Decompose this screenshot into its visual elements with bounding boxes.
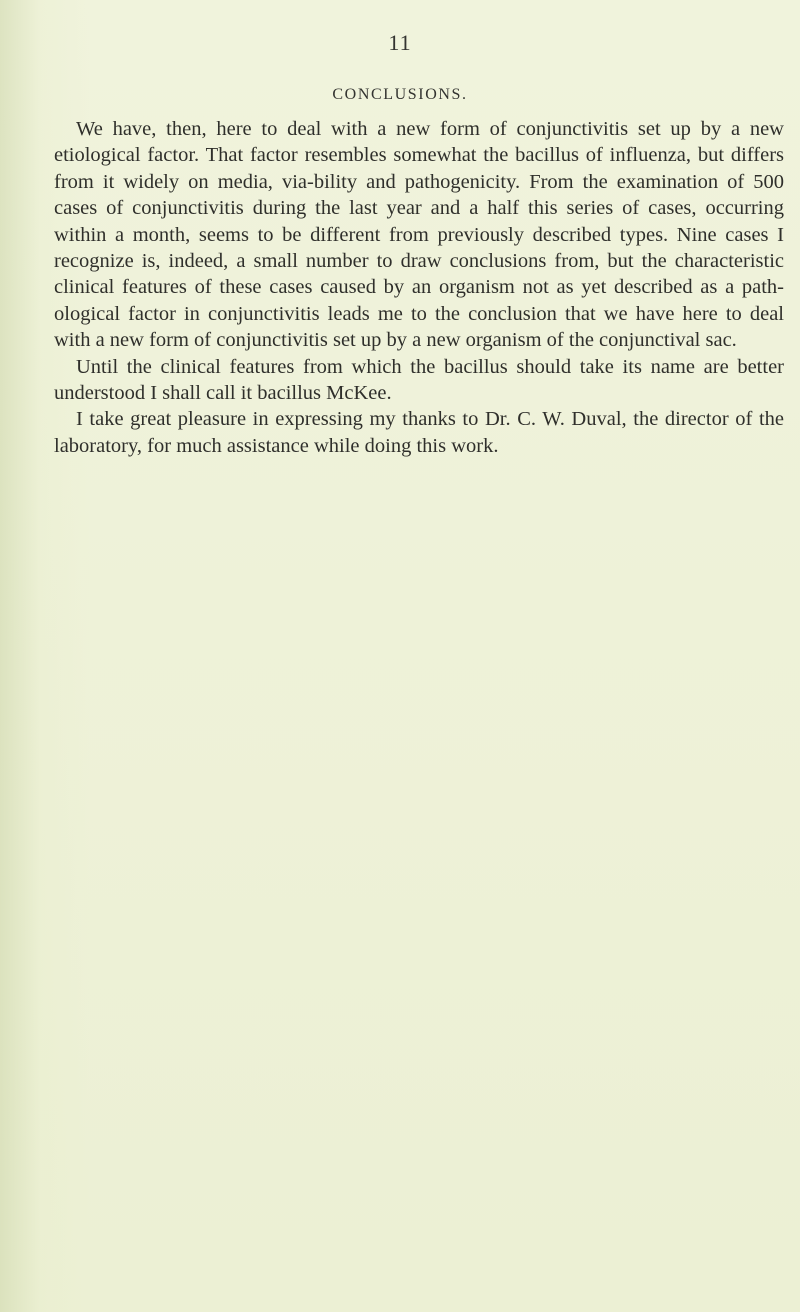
paragraph: We have, then, here to deal with a new form of conjunctivitis set up by a new etiological factor. That factor resembles somewhat the bacillus of influenza, but differs from it widely on media, via-bility and pathogenicity. From the examination of 500 cases of conjunctivitis during the last year and a half this series of cases, occurring within a month, seems to be different from previously described types. Nine cases I recognize is, indeed, a small number to draw conclusions from, but the characteristic clinical features of these cases caused by an organism not as yet described as a path-ological factor in conjunctivitis leads me to the conclusion that we have here to deal with a new form of conjunctivitis set up by a new organism of the conjunctival sac. bbox=[54, 118, 784, 352]
body-text bbox=[54, 116, 784, 459]
section-heading: CONCLUSIONS. bbox=[332, 86, 468, 103]
paragraph: I take great pleasure in expressing my thanks to Dr. C. W. Duval, the director of the laboratory, for much assistance while doing this work. bbox=[54, 408, 784, 457]
page-number: 11 bbox=[388, 30, 412, 55]
paragraph: Until the clinical features from which the bacillus should take its name are better understood I shall call it bacillus McKee. bbox=[54, 355, 784, 405]
